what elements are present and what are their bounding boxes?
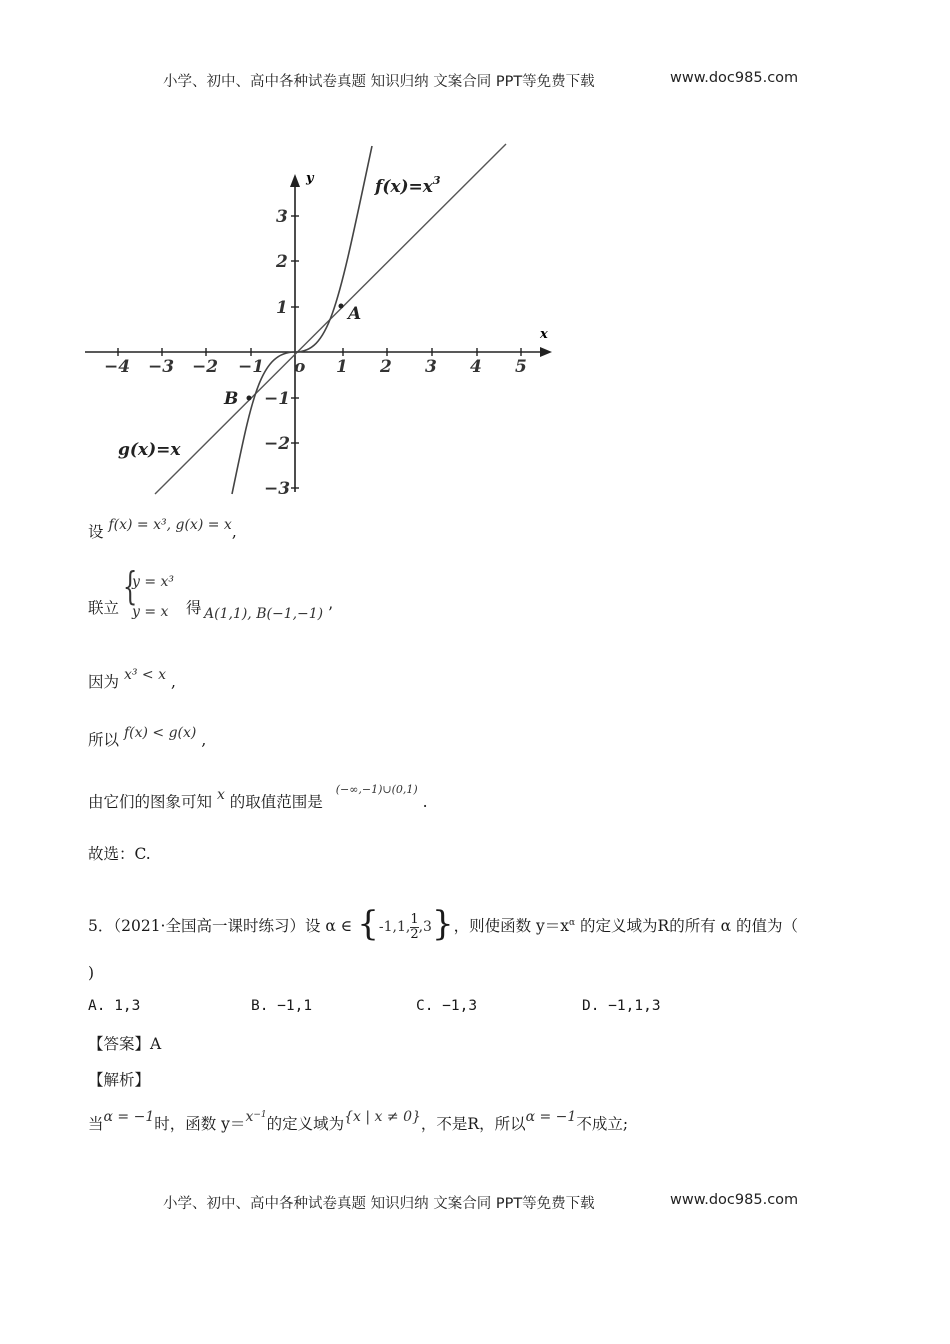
last-sup: −1 <box>253 1109 267 1120</box>
line-4-suffix: , <box>201 731 207 749</box>
f-label-base: f(x)=x <box>375 177 433 197</box>
set-brace-close: } <box>431 904 454 944</box>
line-3-prefix: 因为 <box>88 673 120 691</box>
system-eq-2: y = x <box>132 604 169 620</box>
line-2-suffix: ’ <box>328 604 333 622</box>
x-tick-label: −2 <box>192 357 219 377</box>
y-tick-label: 2 <box>276 252 288 272</box>
last-mid-2: 的定义域为 <box>266 1115 345 1133</box>
line-1-prefix: 设 <box>88 523 104 541</box>
header-text: 小学、初中、高中各种试卷真题 知识归纳 文案合同 PPT等免费下载 <box>163 74 595 90</box>
y-tick-label: −3 <box>264 479 291 498</box>
line-3-math: x³ < x <box>123 667 166 683</box>
line-5-var: x <box>216 787 225 803</box>
y-tick-label: 3 <box>276 207 288 227</box>
line-4-prefix: 所以 <box>88 731 120 749</box>
analysis-line: 【解析】 <box>88 1071 151 1089</box>
question-sup: α <box>569 917 576 928</box>
x-tick-label: −1 <box>238 357 265 377</box>
footer-text: 小学、初中、高中各种试卷真题 知识归纳 文案合同 PPT等免费下载 <box>163 1196 595 1212</box>
function-graph <box>80 138 570 498</box>
y-tick-label: −1 <box>264 389 291 409</box>
line-2-mid: 得 <box>186 599 202 617</box>
option-d: D. −1,1,3 <box>582 998 661 1014</box>
fraction-den: 2 <box>410 926 419 942</box>
x-tick-label: −3 <box>148 357 175 377</box>
line-5-math: (−∞,−1)∪(0,1) <box>335 783 418 796</box>
last-end: 不成立; <box>576 1115 629 1133</box>
footer-url[interactable]: www.doc985.com <box>670 1192 799 1208</box>
set-part-a: -1,1, <box>378 919 411 935</box>
option-a: A. 1,3 <box>88 998 141 1014</box>
question-5 <box>88 900 798 942</box>
x-tick-label: 5 <box>515 357 527 377</box>
x-tick-label: 3 <box>425 357 437 377</box>
question-suffix: ，则使函数 y＝x <box>453 917 570 935</box>
line-2-prefix: 联立 <box>88 599 120 617</box>
origin-label: o <box>294 357 306 377</box>
answer-line: 【答案】A <box>88 1035 162 1053</box>
line-3-suffix: , <box>170 673 176 691</box>
last-mid-1: 时，函数 y＝ <box>154 1115 246 1133</box>
header-url[interactable]: www.doc985.com <box>670 70 799 86</box>
line-5-suffix: . <box>422 793 428 811</box>
x-tick-label: 4 <box>470 357 482 377</box>
last-math-2: x <box>245 1109 254 1125</box>
line-5-mid: 的取值范围是 <box>229 793 323 811</box>
line-5-prefix: 由它们的图象可知 <box>88 793 213 811</box>
last-prefix: 当 <box>88 1115 104 1133</box>
set-part-b: ,3 <box>418 919 432 935</box>
option-c: C. −1,3 <box>416 998 478 1014</box>
y-axis-arrow <box>290 174 300 187</box>
fraction-num: 1 <box>410 911 419 927</box>
line-6: 故选：C. <box>88 845 151 863</box>
f-label <box>374 174 441 197</box>
y-tick-label: −2 <box>264 434 291 454</box>
line-4-math: f(x) < g(x) <box>123 725 197 741</box>
question-suffix-2: 的定义域为R的所有 α 的值为（ <box>575 917 799 935</box>
line-2-math: A(1,1), B(−1,−1) <box>204 606 324 622</box>
line-1 <box>88 517 237 542</box>
set-fraction <box>410 913 418 942</box>
line-3 <box>88 667 176 692</box>
system-eq-1: y = x³ <box>132 574 175 590</box>
last-math-4: α = −1 <box>525 1109 577 1125</box>
line-1-suffix: , <box>231 523 237 541</box>
g-label: g(x)=x <box>118 440 181 460</box>
y-tick-label: 1 <box>276 298 288 318</box>
system-brace: { <box>122 564 138 608</box>
point-b-dot <box>247 396 252 401</box>
point-a-label: A <box>348 304 362 324</box>
question-prefix: 5．（2021·全国高一课时练习）设 α ∈ <box>88 917 353 935</box>
option-b: B. −1,1 <box>251 998 313 1014</box>
y-axis-label: y <box>306 171 314 186</box>
x-axis-label: x <box>540 327 548 342</box>
x-tick-label: −4 <box>104 357 131 377</box>
last-mid-3: ，不是R，所以 <box>420 1115 526 1133</box>
point-b-label: B <box>224 389 239 409</box>
x-tick-label: 2 <box>380 357 392 377</box>
last-line <box>88 1109 629 1134</box>
point-a-dot <box>339 304 344 309</box>
line-1-math: f(x) = x³, g(x) = x <box>108 517 232 533</box>
options-row <box>88 998 788 1020</box>
last-math-1: α = −1 <box>103 1109 155 1125</box>
x-axis-arrow <box>540 347 552 357</box>
f-label-exp: 3 <box>432 174 441 187</box>
line-4 <box>88 725 207 750</box>
set-brace-open: { <box>357 904 379 944</box>
question-close: ) <box>88 964 95 982</box>
last-math-3: {x | x ≠ 0} <box>344 1109 421 1125</box>
x-tick-label: 1 <box>336 357 348 377</box>
